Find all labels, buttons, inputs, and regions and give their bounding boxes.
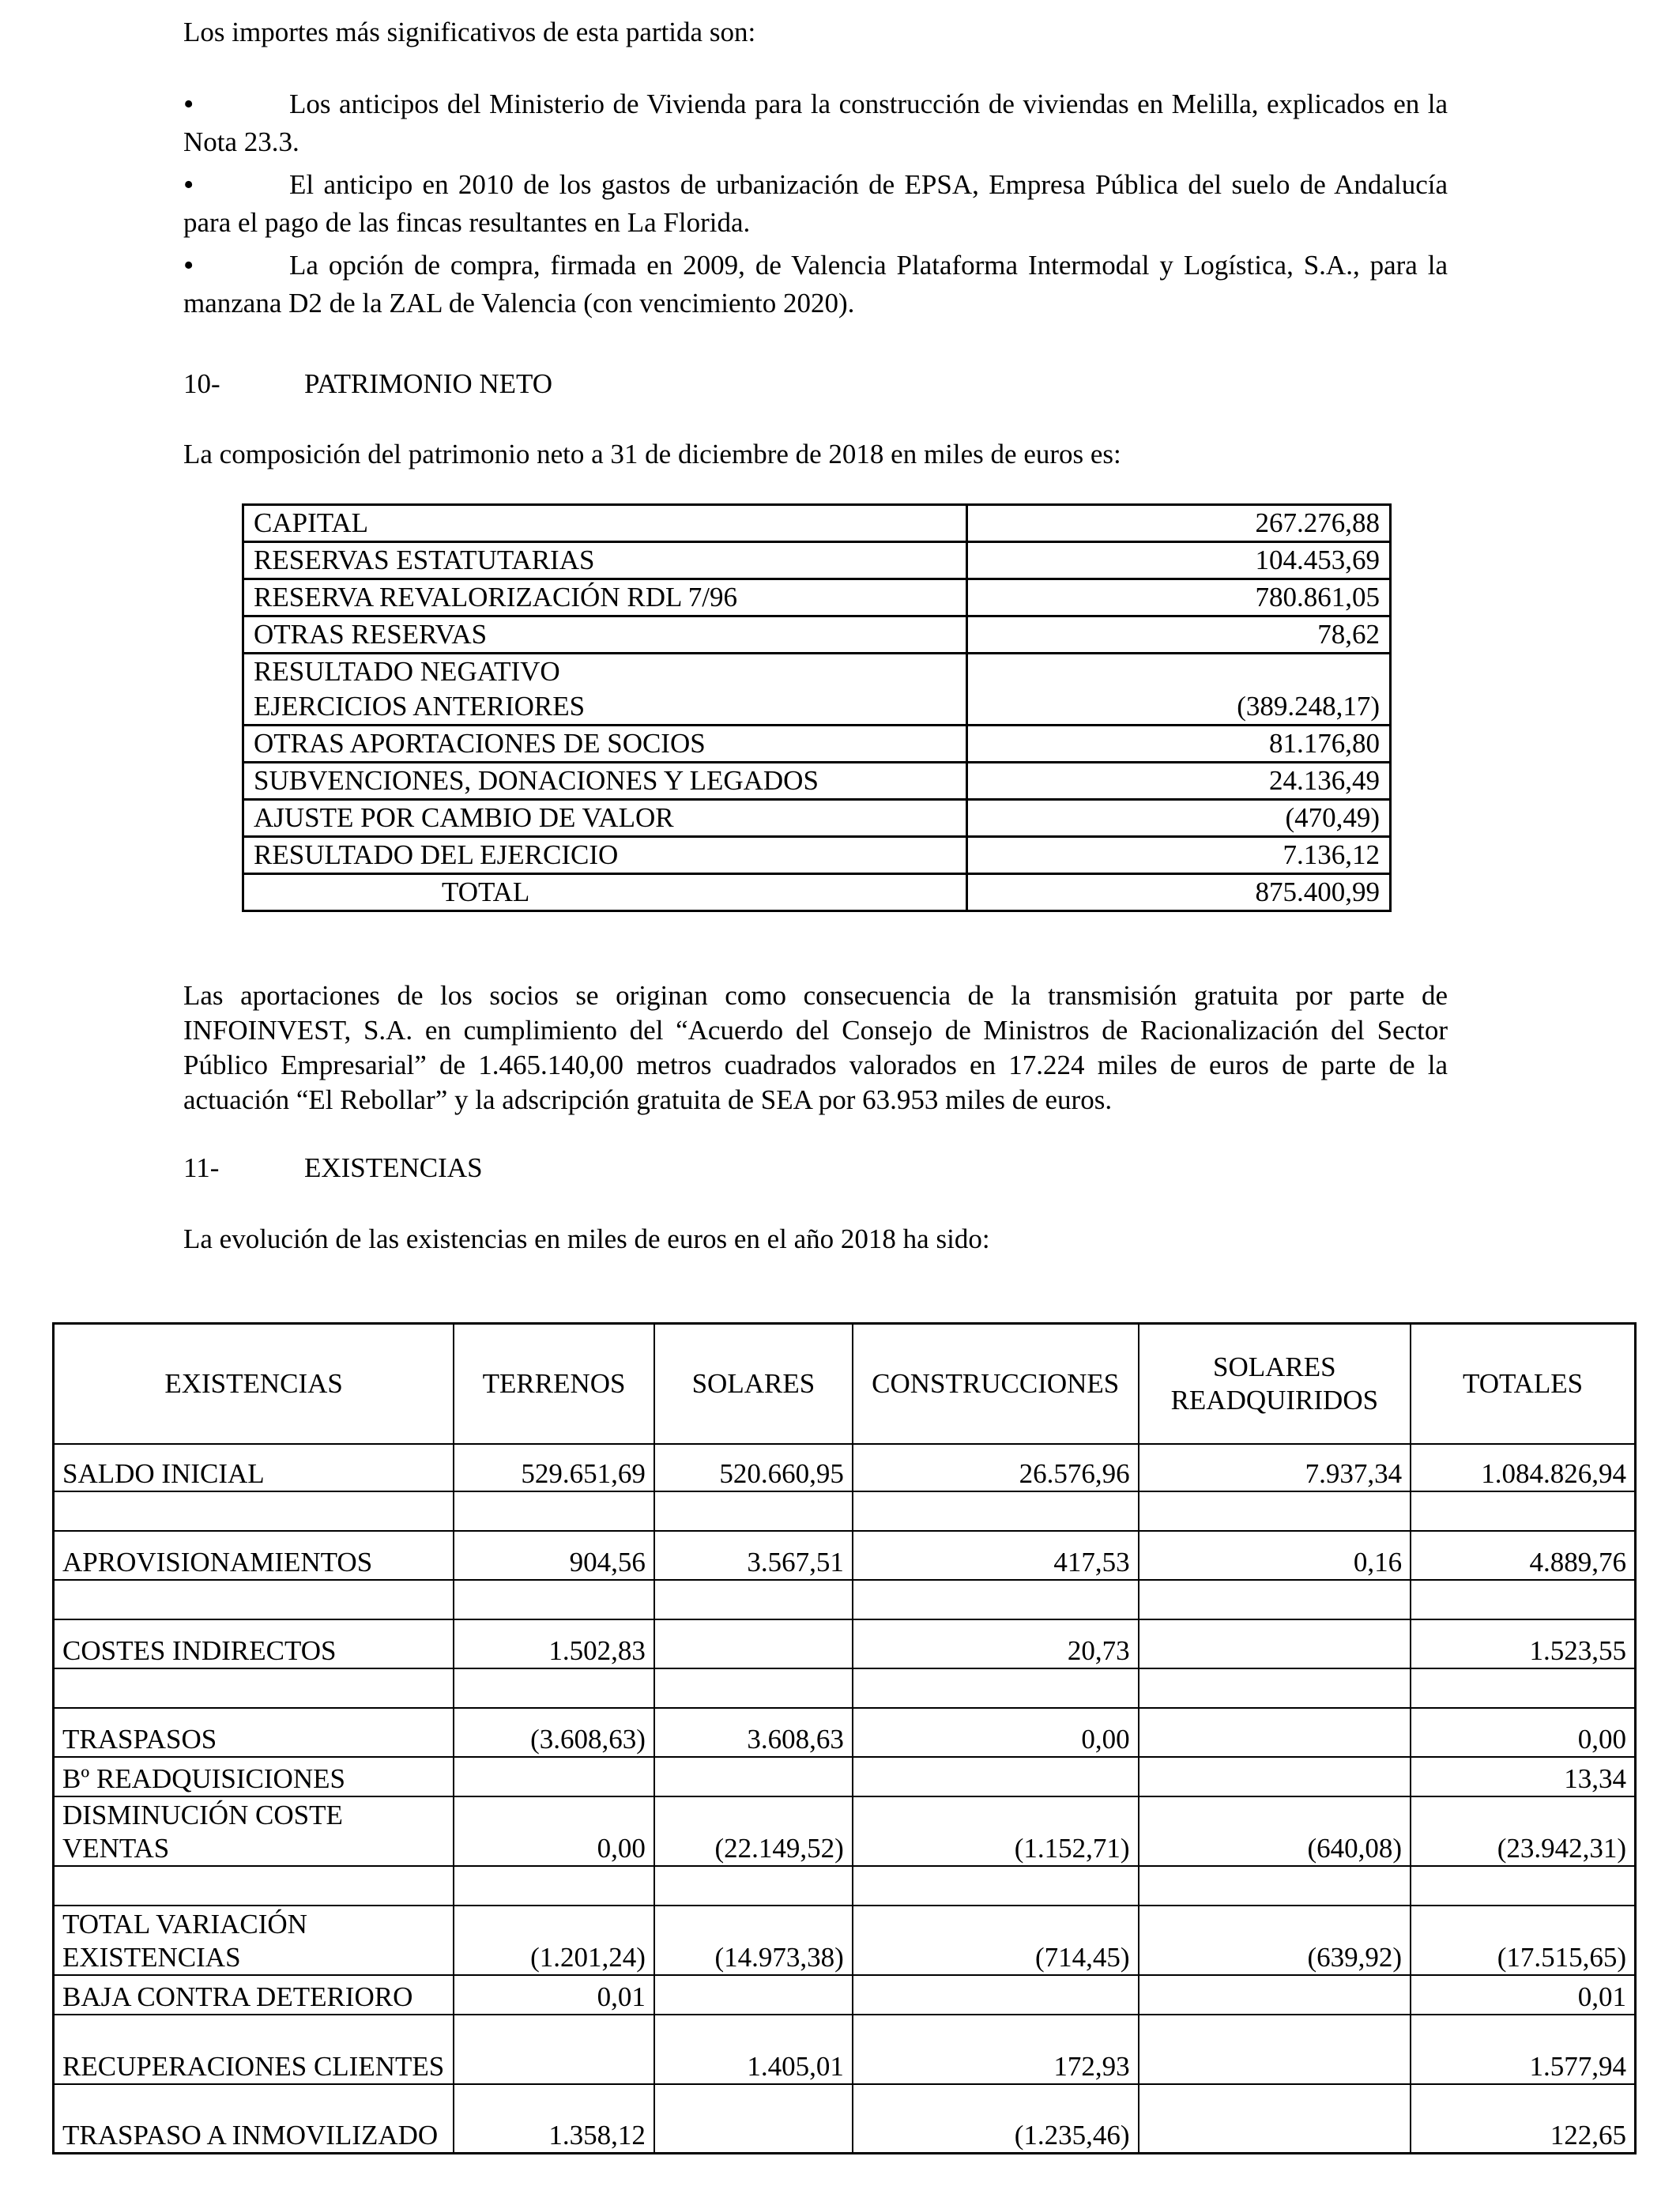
table-row [54, 1796, 1636, 1866]
table-row [243, 616, 1391, 654]
table-row [54, 1668, 1636, 1708]
row-label: SUBVENCIONES, DONACIONES Y LEGADOS [243, 763, 967, 800]
section-intro: La composición del patrimonio neto a 31 de diciembre de 2018 en miles de euros es: [183, 439, 1121, 469]
table-row [243, 837, 1391, 874]
row-label [54, 1491, 454, 1531]
table-row [54, 2015, 1636, 2084]
column-header: SOLARES [654, 1324, 853, 1444]
table-cell [1139, 1491, 1411, 1531]
table-cell [654, 2084, 853, 2154]
row-label: TRASPASO A INMOVILIZADO [54, 2084, 454, 2154]
table-cell: 1.405,01 [654, 2015, 853, 2084]
table-cell: 1.502,83 [454, 1619, 654, 1668]
table-cell [454, 1580, 654, 1619]
table-cell: (1.152,71) [853, 1796, 1139, 1866]
bullet-text: El anticipo en 2010 de los gastos de urbanización de EPSA, Empresa Pública del suelo de Andalucía para el pago de las fincas resultantes en La Florida. [183, 169, 1448, 238]
table-cell: 1.084.826,94 [1411, 1444, 1635, 1491]
row-label: RESERVA REVALORIZACIÓN RDL 7/96 [243, 579, 967, 616]
table-row [54, 1975, 1636, 2015]
header-row [54, 1324, 1636, 1444]
row-label: RESULTADO NEGATIVO EJERCICIOS ANTERIORES [243, 654, 967, 726]
table-cell [853, 1491, 1139, 1531]
table-cell [1139, 2084, 1411, 2154]
row-label: APROVISIONAMIENTOS [54, 1531, 454, 1580]
table-cell: (1.201,24) [454, 1906, 654, 1975]
column-header: EXISTENCIAS [54, 1324, 454, 1444]
bullet-item [183, 166, 1448, 242]
total-value: 875.400,99 [966, 874, 1390, 911]
bullet-item [183, 247, 1448, 322]
section-number: 10- [183, 368, 220, 399]
section-number: 11- [183, 1152, 220, 1183]
existencias-table [52, 1322, 1637, 2154]
table-row [243, 763, 1391, 800]
table-cell: 13,34 [1411, 1757, 1635, 1796]
table-cell: 4.889,76 [1411, 1531, 1635, 1580]
table-cell [853, 1757, 1139, 1796]
column-header: SOLARES READQUIRIDOS [1139, 1324, 1411, 1444]
table-cell [654, 1975, 853, 2015]
table-row [54, 1619, 1636, 1668]
table-cell: 529.651,69 [454, 1444, 654, 1491]
table-cell [654, 1619, 853, 1668]
table-cell: 3.567,51 [654, 1531, 853, 1580]
row-label: RECUPERACIONES CLIENTES [54, 2015, 454, 2084]
bullet-icon: • [183, 249, 194, 282]
table-cell [1411, 1580, 1635, 1619]
table-cell [1411, 1491, 1635, 1531]
table-cell: 0,00 [454, 1796, 654, 1866]
table-cell: 20,73 [853, 1619, 1139, 1668]
table-row [54, 1580, 1636, 1619]
table-cell [1139, 1668, 1411, 1708]
row-label [54, 1668, 454, 1708]
table-cell [853, 1866, 1139, 1906]
row-label: BAJA CONTRA DETERIORO [54, 1975, 454, 2015]
section-title: PATRIMONIO NETO [304, 368, 553, 399]
row-label: TOTAL VARIACIÓN EXISTENCIAS [54, 1906, 454, 1975]
table-row [54, 2084, 1636, 2154]
table-cell: 1.523,55 [1411, 1619, 1635, 1668]
table-cell: 0,00 [1411, 1708, 1635, 1757]
row-label: SALDO INICIAL [54, 1444, 454, 1491]
table-row [54, 1757, 1636, 1796]
table-cell [454, 1491, 654, 1531]
table-cell [654, 1668, 853, 1708]
table-cell: (22.149,52) [654, 1796, 853, 1866]
table-cell: 0,01 [1411, 1975, 1635, 2015]
row-label: TRASPASOS [54, 1708, 454, 1757]
row-label: RESULTADO DEL EJERCICIO [243, 837, 967, 874]
row-value: 78,62 [966, 616, 1390, 654]
table-row [54, 1531, 1636, 1580]
row-value: (389.248,17) [966, 654, 1390, 726]
table-row [243, 505, 1391, 542]
table-cell [654, 1757, 853, 1796]
table-row [54, 1708, 1636, 1757]
table-cell [654, 1491, 853, 1531]
bullet-item [183, 85, 1448, 161]
table-cell: (3.608,63) [454, 1708, 654, 1757]
row-label: COSTES INDIRECTOS [54, 1619, 454, 1668]
total-row [243, 874, 1391, 911]
table-cell [454, 2015, 654, 2084]
row-label: CAPITAL [243, 505, 967, 542]
table-cell: 122,65 [1411, 2084, 1635, 2154]
row-label: RESERVAS ESTATUTARIAS [243, 542, 967, 579]
row-value: (470,49) [966, 800, 1390, 837]
table-cell [1411, 1866, 1635, 1906]
row-label: Bº READQUISICIONES [54, 1757, 454, 1796]
table-row [243, 654, 1391, 726]
table-cell [853, 1975, 1139, 2015]
row-label: DISMINUCIÓN COSTE VENTAS [54, 1796, 454, 1866]
row-label: OTRAS RESERVAS [243, 616, 967, 654]
row-label: OTRAS APORTACIONES DE SOCIOS [243, 726, 967, 763]
row-label [54, 1580, 454, 1619]
table-cell: (1.235,46) [853, 2084, 1139, 2154]
row-value: 780.861,05 [966, 579, 1390, 616]
table-cell [1139, 1708, 1411, 1757]
bullet-icon: • [183, 168, 194, 202]
table-cell: (17.515,65) [1411, 1906, 1635, 1975]
table-cell: (640,08) [1139, 1796, 1411, 1866]
table-cell: 904,56 [454, 1531, 654, 1580]
patrimonio-table [242, 503, 1392, 912]
table-cell [1139, 1975, 1411, 2015]
table-cell: 417,53 [853, 1531, 1139, 1580]
table-cell [654, 1580, 853, 1619]
table-cell: 0,01 [454, 1975, 654, 2015]
table-row [243, 579, 1391, 616]
table-row [54, 1491, 1636, 1531]
intro-text: Los importes más significativos de esta partida son: [183, 17, 756, 47]
column-header: TERRENOS [454, 1324, 654, 1444]
bullet-icon: • [183, 88, 194, 121]
table-cell: (714,45) [853, 1906, 1139, 1975]
table-cell [1411, 1668, 1635, 1708]
table-cell: (14.973,38) [654, 1906, 853, 1975]
bullet-text: La opción de compra, firmada en 2009, de Valencia Plataforma Intermodal y Logística, S.A., para la manzana D2 de la ZAL de Valencia (con vencimiento 2020). [183, 250, 1448, 319]
table-cell: 0,00 [853, 1708, 1139, 1757]
row-value: 104.453,69 [966, 542, 1390, 579]
table-cell: 1.577,94 [1411, 2015, 1635, 2084]
row-value: 81.176,80 [966, 726, 1390, 763]
table-cell [853, 1668, 1139, 1708]
table-cell: 1.358,12 [454, 2084, 654, 2154]
column-header: TOTALES [1411, 1324, 1635, 1444]
bullet-text: Los anticipos del Ministerio de Vivienda para la construcción de viviendas en Melilla, explicados en la Nota 23.3. [183, 89, 1448, 157]
table-cell [1139, 2015, 1411, 2084]
row-label [54, 1866, 454, 1906]
table-cell [1139, 1619, 1411, 1668]
table-row [243, 800, 1391, 837]
aportaciones-note: Las aportaciones de los socios se originan como consecuencia de la transmisión gratuita por parte de INFOINVEST, S.A. en cumplimiento del “Acuerdo del Consejo de Ministros de Racionalización del Sector Público Empresarial” de 1.465.140,00 metros cuadrados valorados en 17.224 miles de euros de parte de la actuación “El Rebollar” y la adscripción gratuita de SEA por 63.953 miles de euros. [183, 980, 1448, 1115]
table-cell: 26.576,96 [853, 1444, 1139, 1491]
table-row [54, 1444, 1636, 1491]
table-row [243, 726, 1391, 763]
table-cell [853, 1580, 1139, 1619]
table-cell: 172,93 [853, 2015, 1139, 2084]
table-cell [1139, 1757, 1411, 1796]
section-intro: La evolución de las existencias en miles de euros en el año 2018 ha sido: [183, 1223, 990, 1254]
table-cell [1139, 1866, 1411, 1906]
table-cell [454, 1757, 654, 1796]
table-cell: (23.942,31) [1411, 1796, 1635, 1866]
row-value: 7.136,12 [966, 837, 1390, 874]
table-cell: 520.660,95 [654, 1444, 853, 1491]
row-value: 267.276,88 [966, 505, 1390, 542]
row-value: 24.136,49 [966, 763, 1390, 800]
table-cell: (639,92) [1139, 1906, 1411, 1975]
column-header: CONSTRUCCIONES [853, 1324, 1139, 1444]
table-row [243, 542, 1391, 579]
table-cell [454, 1668, 654, 1708]
table-cell [454, 1866, 654, 1906]
table-cell [654, 1866, 853, 1906]
table-cell [1139, 1580, 1411, 1619]
table-row [54, 1906, 1636, 1975]
table-cell: 7.937,34 [1139, 1444, 1411, 1491]
table-cell: 0,16 [1139, 1531, 1411, 1580]
section-title: EXISTENCIAS [304, 1152, 483, 1183]
total-label: TOTAL [243, 874, 967, 911]
table-cell: 3.608,63 [654, 1708, 853, 1757]
row-label: AJUSTE POR CAMBIO DE VALOR [243, 800, 967, 837]
table-row [54, 1866, 1636, 1906]
